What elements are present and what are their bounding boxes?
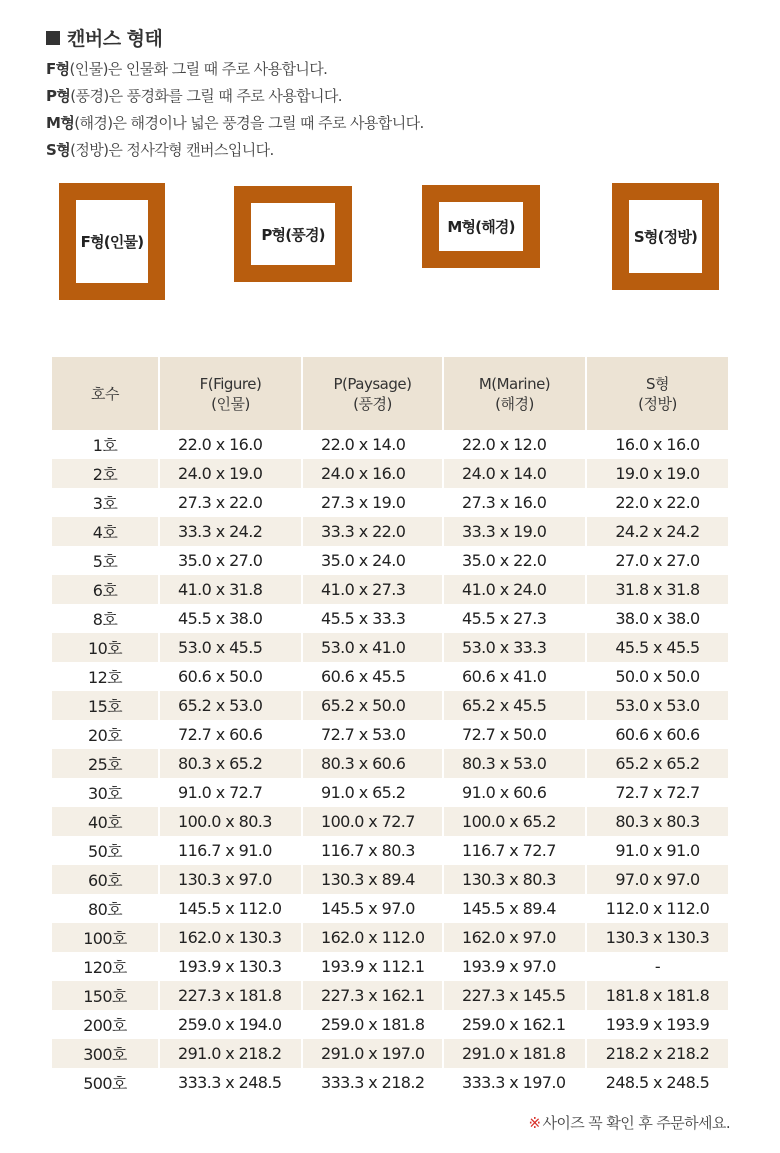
cell-paysage: 145.5 x 97.0 xyxy=(303,894,444,923)
description xyxy=(46,56,746,164)
cell-square: 38.0 x 38.0 xyxy=(615,609,700,628)
cell-paysage: 72.7 x 53.0 xyxy=(303,720,444,749)
header-figure: F(Figure) (인물) xyxy=(160,357,303,430)
cell-square: 16.0 x 16.0 xyxy=(615,435,700,454)
cell-hosu: 12호 xyxy=(52,662,160,691)
frame-p xyxy=(234,186,352,282)
cell-square: 112.0 x 112.0 xyxy=(605,899,710,918)
cell-figure: 145.5 x 112.0 xyxy=(160,894,303,923)
cell-square: 45.5 x 45.5 xyxy=(587,633,728,662)
table-row xyxy=(52,1039,728,1068)
cell-marine: 130.3 x 80.3 xyxy=(444,865,587,894)
frame-s xyxy=(612,183,719,290)
cell-paysage: 60.6 x 45.5 xyxy=(303,662,444,691)
cell-square: 80.3 x 80.3 xyxy=(587,807,728,836)
cell-square: 24.2 x 24.2 xyxy=(587,517,728,546)
cell-marine: 100.0 x 65.2 xyxy=(444,807,587,836)
cell-square: 91.0 x 91.0 xyxy=(615,841,700,860)
frame-f xyxy=(59,183,165,300)
cell-hosu: 200호 xyxy=(52,1010,160,1039)
cell-paysage: 100.0 x 72.7 xyxy=(303,807,444,836)
cell-figure: 45.5 x 38.0 xyxy=(160,604,303,633)
cell-paysage: 333.3 x 218.2 xyxy=(303,1068,444,1097)
cell-paysage: 291.0 x 197.0 xyxy=(303,1039,444,1068)
cell-hosu: 1호 xyxy=(52,430,160,459)
cell-square: 60.6 x 60.6 xyxy=(615,725,700,744)
table-row xyxy=(52,1010,728,1039)
frame-m-label: M형(해경) xyxy=(447,218,515,236)
cell-figure: 53.0 x 45.5 xyxy=(160,633,303,662)
cell-figure: 72.7 x 60.6 xyxy=(160,720,303,749)
table-row xyxy=(52,604,728,633)
cell-hosu: 6호 xyxy=(52,575,160,604)
table-row xyxy=(52,894,728,923)
cell-figure: 91.0 x 72.7 xyxy=(160,778,303,807)
order-note: ※ 사이즈 꼭 확인 후 주문하세요. xyxy=(528,1114,730,1132)
cell-figure: 35.0 x 27.0 xyxy=(160,546,303,575)
cell-paysage: 45.5 x 33.3 xyxy=(303,604,444,633)
cell-paysage: 24.0 x 16.0 xyxy=(303,459,444,488)
canvas-size-table xyxy=(52,357,728,1097)
cell-square: 65.2 x 65.2 xyxy=(587,749,728,778)
cell-hosu: 100호 xyxy=(52,923,160,952)
cell-square: 31.8 x 31.8 xyxy=(587,575,728,604)
cell-paysage: 35.0 x 24.0 xyxy=(303,546,444,575)
cell-marine: 227.3 x 145.5 xyxy=(444,981,587,1010)
table-row xyxy=(52,778,728,807)
cell-hosu: 15호 xyxy=(52,691,160,720)
table-row xyxy=(52,981,728,1010)
table-row xyxy=(52,517,728,546)
cell-figure: 100.0 x 80.3 xyxy=(160,807,303,836)
table-header-row xyxy=(52,357,728,430)
cell-figure: 60.6 x 50.0 xyxy=(160,662,303,691)
cell-hosu: 2호 xyxy=(52,459,160,488)
cell-figure: 22.0 x 16.0 xyxy=(160,430,303,459)
cell-figure: 116.7 x 91.0 xyxy=(160,836,303,865)
cell-hosu: 3호 xyxy=(52,488,160,517)
header-square: S형 (정방) xyxy=(587,357,728,430)
table-row xyxy=(52,546,728,575)
cell-figure: 65.2 x 53.0 xyxy=(160,691,303,720)
cell-paysage: 91.0 x 65.2 xyxy=(303,778,444,807)
cell-square: 193.9 x 193.9 xyxy=(605,1015,710,1034)
section-title: 캔버스 형태 xyxy=(46,24,162,51)
table-row xyxy=(52,1068,728,1097)
cell-square: 248.5 x 248.5 xyxy=(605,1073,710,1092)
cell-marine: 116.7 x 72.7 xyxy=(444,836,587,865)
cell-hosu: 5호 xyxy=(52,546,160,575)
cell-square: 50.0 x 50.0 xyxy=(615,667,700,686)
cell-hosu: 120호 xyxy=(52,952,160,981)
cell-figure: 259.0 x 194.0 xyxy=(160,1010,303,1039)
frame-f-label: F형(인물) xyxy=(80,233,144,251)
header-hosu: 호수 xyxy=(52,357,160,430)
cell-paysage: 130.3 x 89.4 xyxy=(303,865,444,894)
cell-figure: 41.0 x 31.8 xyxy=(160,575,303,604)
cell-paysage: 65.2 x 50.0 xyxy=(303,691,444,720)
table-row xyxy=(52,807,728,836)
cell-figure: 291.0 x 218.2 xyxy=(160,1039,303,1068)
cell-marine: 41.0 x 24.0 xyxy=(444,575,587,604)
table-row xyxy=(52,662,728,691)
frame-p-label: P형(풍경) xyxy=(261,225,325,244)
cell-square: 19.0 x 19.0 xyxy=(587,459,728,488)
cell-hosu: 60호 xyxy=(52,865,160,894)
cell-marine: 53.0 x 33.3 xyxy=(444,633,587,662)
cell-hosu: 50호 xyxy=(52,836,160,865)
cell-square: 22.0 x 22.0 xyxy=(615,493,700,512)
desc-line-s: S형(정방)은 정사각형 캔버스입니다. xyxy=(46,141,274,159)
table-row xyxy=(52,865,728,894)
frame-s-label: S형(정방) xyxy=(633,228,698,246)
desc-line-f: F형(인물)은 인물화 그릴 때 주로 사용합니다. xyxy=(46,60,328,78)
cell-hosu: 25호 xyxy=(52,749,160,778)
cell-hosu: 150호 xyxy=(52,981,160,1010)
cell-hosu: 30호 xyxy=(52,778,160,807)
table-row xyxy=(52,749,728,778)
table-row xyxy=(52,633,728,662)
cell-square: 53.0 x 53.0 xyxy=(587,691,728,720)
cell-paysage: 162.0 x 112.0 xyxy=(303,923,444,952)
cell-marine: 259.0 x 162.1 xyxy=(444,1010,587,1039)
desc-line-m: M형(해경)은 해경이나 넓은 풍경을 그릴 때 주로 사용합니다. xyxy=(46,114,424,132)
cell-hosu: 20호 xyxy=(52,720,160,749)
cell-marine: 72.7 x 50.0 xyxy=(444,720,587,749)
cell-marine: 80.3 x 53.0 xyxy=(444,749,587,778)
cell-hosu: 8호 xyxy=(52,604,160,633)
cell-marine: 60.6 x 41.0 xyxy=(444,662,587,691)
cell-paysage: 259.0 x 181.8 xyxy=(303,1010,444,1039)
cell-square: 130.3 x 130.3 xyxy=(587,923,728,952)
cell-figure: 193.9 x 130.3 xyxy=(160,952,303,981)
cell-marine: 291.0 x 181.8 xyxy=(444,1039,587,1068)
cell-paysage: 53.0 x 41.0 xyxy=(303,633,444,662)
cell-hosu: 80호 xyxy=(52,894,160,923)
cell-marine: 27.3 x 16.0 xyxy=(444,488,587,517)
cell-paysage: 27.3 x 19.0 xyxy=(303,488,444,517)
cell-square: - xyxy=(654,957,661,976)
cell-marine: 91.0 x 60.6 xyxy=(444,778,587,807)
cell-square: 97.0 x 97.0 xyxy=(587,865,728,894)
table-row xyxy=(52,575,728,604)
cell-marine: 333.3 x 197.0 xyxy=(444,1068,587,1097)
table-row xyxy=(52,836,728,865)
table-body xyxy=(52,430,728,1097)
cell-figure: 162.0 x 130.3 xyxy=(160,923,303,952)
table-row xyxy=(52,459,728,488)
desc-line-p: P형(풍경)은 풍경화를 그릴 때 주로 사용합니다. xyxy=(46,87,342,105)
table-row xyxy=(52,923,728,952)
cell-marine: 193.9 x 97.0 xyxy=(444,952,587,981)
cell-hosu: 40호 xyxy=(52,807,160,836)
cell-figure: 24.0 x 19.0 xyxy=(160,459,303,488)
cell-figure: 27.3 x 22.0 xyxy=(160,488,303,517)
cell-hosu: 4호 xyxy=(52,517,160,546)
square-bullet-icon xyxy=(46,31,60,45)
note-mark: ※ xyxy=(528,1114,541,1132)
cell-marine: 35.0 x 22.0 xyxy=(444,546,587,575)
cell-square: 218.2 x 218.2 xyxy=(587,1039,728,1068)
cell-hosu: 10호 xyxy=(52,633,160,662)
cell-paysage: 33.3 x 22.0 xyxy=(303,517,444,546)
header-paysage: P(Paysage) (풍경) xyxy=(303,357,444,430)
cell-paysage: 116.7 x 80.3 xyxy=(303,836,444,865)
cell-marine: 65.2 x 45.5 xyxy=(444,691,587,720)
cell-marine: 33.3 x 19.0 xyxy=(444,517,587,546)
cell-figure: 333.3 x 248.5 xyxy=(160,1068,303,1097)
cell-marine: 162.0 x 97.0 xyxy=(444,923,587,952)
header-marine: M(Marine) (해경) xyxy=(444,357,587,430)
cell-hosu: 300호 xyxy=(52,1039,160,1068)
cell-paysage: 41.0 x 27.3 xyxy=(303,575,444,604)
frame-m xyxy=(422,185,540,268)
cell-square: 72.7 x 72.7 xyxy=(615,783,700,802)
cell-marine: 45.5 x 27.3 xyxy=(444,604,587,633)
cell-paysage: 227.3 x 162.1 xyxy=(303,981,444,1010)
table-row xyxy=(52,952,728,981)
table-row xyxy=(52,691,728,720)
cell-marine: 145.5 x 89.4 xyxy=(444,894,587,923)
cell-paysage: 193.9 x 112.1 xyxy=(303,952,444,981)
cell-paysage: 22.0 x 14.0 xyxy=(303,430,444,459)
cell-square: 181.8 x 181.8 xyxy=(587,981,728,1010)
cell-figure: 130.3 x 97.0 xyxy=(160,865,303,894)
cell-figure: 227.3 x 181.8 xyxy=(160,981,303,1010)
cell-paysage: 80.3 x 60.6 xyxy=(303,749,444,778)
table-row xyxy=(52,488,728,517)
cell-marine: 24.0 x 14.0 xyxy=(444,459,587,488)
cell-marine: 22.0 x 12.0 xyxy=(444,430,587,459)
cell-figure: 33.3 x 24.2 xyxy=(160,517,303,546)
cell-figure: 80.3 x 65.2 xyxy=(160,749,303,778)
table-row xyxy=(52,720,728,749)
cell-hosu: 500호 xyxy=(52,1068,160,1097)
table-row xyxy=(52,430,728,459)
cell-square: 27.0 x 27.0 xyxy=(615,551,700,570)
